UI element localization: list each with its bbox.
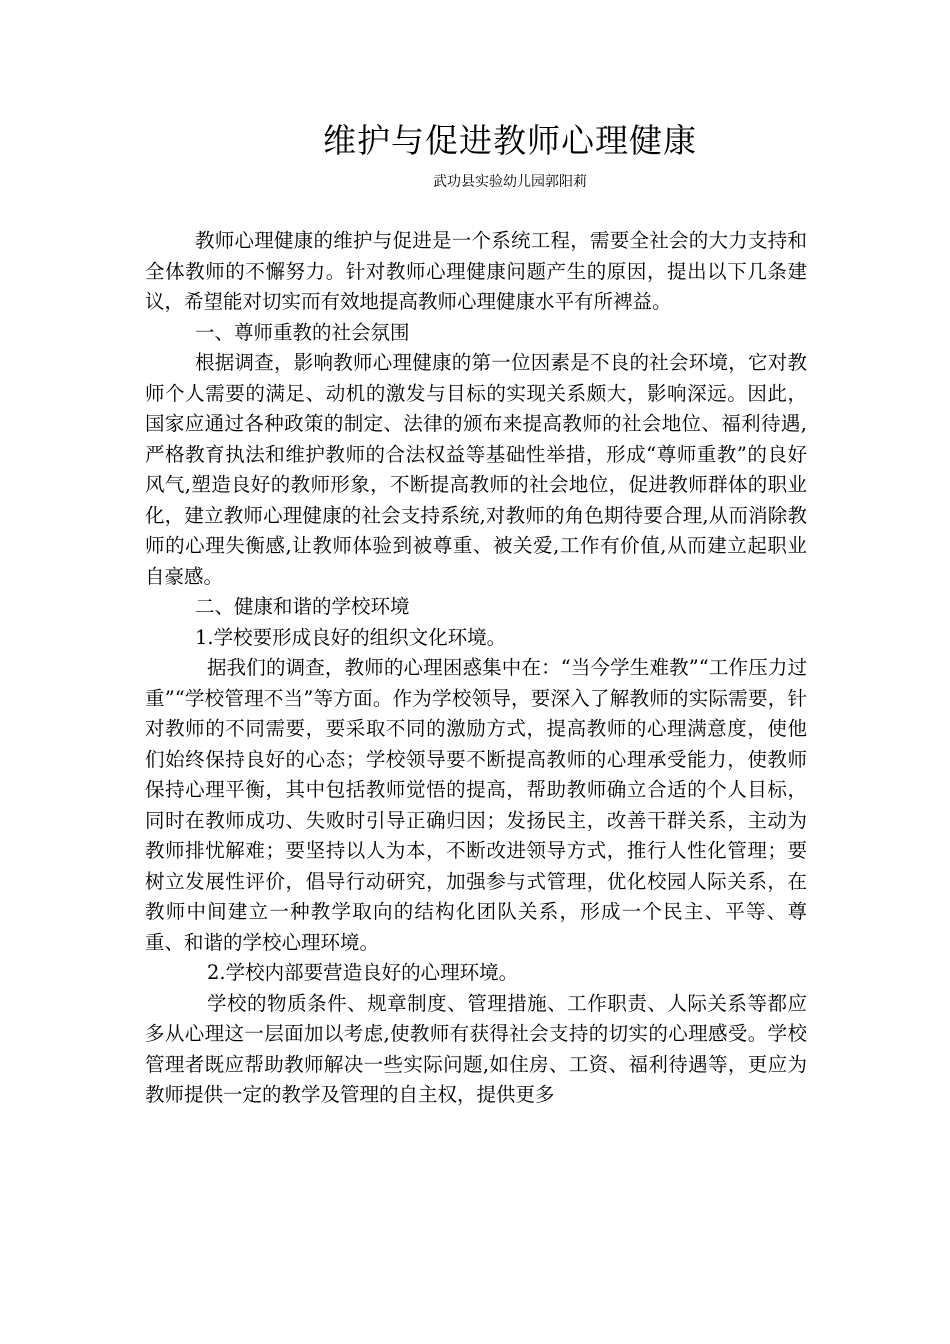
- section-heading-2: 二、健康和谐的学校环境: [195, 595, 410, 618]
- subsection-heading-1: 1.学校要形成良好的组织文化环境。: [195, 625, 507, 649]
- document-title: 维护与促进教师心理健康: [323, 121, 697, 160]
- body-paragraph: 学校的物质条件、规章制度、管理措施、工作职责、人际关系等都应多从心理这一层面加以考虑,使教师有获得社会支持的切实的心理感受。学校管理者既应帮助教师解决一些实际问题,如住房、工资、福利待遇等，更应为教师提供一定的教学及管理的自主权，提供更多: [145, 991, 807, 1106]
- body-paragraph: 据我们的调查，教师的心理困惑集中在：“当今学生难教”“工作压力过重”“学校管理不当”等方面。作为学校领导，要深入了解教师的实际需要，针对教师的不同需要，要采取不同的激励方式，提高教师的心理满意度，使他们始终保持良好的心态；学校领导要不断提高教师的心理承受能力，使教师保持心理平衡，其中包括教师觉悟的提高，帮助教师确立合适的个人目标，同时在教师成功、失败时引导正确归因；发扬民主，改善干群关系，主动为教师排忧解难；要坚持以人为本，不断改进领导方式，推行人性化管理；要树立发展性评价，倡导行动研究，加强参与式管理，优化校园人际关系，在教师中间建立一种教学取向的结构化团队关系，形成一个民主、平等、尊重、和谐的学校心理环境。: [145, 656, 807, 954]
- document-author: 武功县实验幼儿园郭阳莉: [433, 174, 587, 190]
- intro-paragraph: 教师心理健康的维护与促进是一个系统工程，需要全社会的大力支持和全体教师的不懈努力。针对教师心理健康问题产生的原因，提出以下几条建议，希望能对切实而有效地提高教师心理健康水平有所裨益。: [145, 229, 807, 313]
- body-paragraph: 根据调查，影响教师心理健康的第一位因素是不良的社会环境，它对教师个人需要的满足、动机的激发与目标的实现关系颇大，影响深远。因此，国家应通过各种政策的制定、法律的颁布来提高教师的社会地位、福利待遇,严格教育执法和维护教师的合法权益等基础性举措，形成“尊师重教”的良好风气,塑造良好的教师形象，不断提高教师的社会地位，促进教师群体的职业化，建立教师心理健康的社会支持系统,对教师的角色期待要合理,从而消除教师的心理失衡感,让教师体验到被尊重、被关爱,工作有价值,从而建立起职业自豪感。: [145, 351, 807, 588]
- document-body: [145, 226, 807, 1111]
- section-heading-1: 一、尊师重教的社会氛围: [195, 320, 410, 344]
- subsection-heading-2: 2.学校内部要营造良好的心理环境。: [207, 961, 519, 984]
